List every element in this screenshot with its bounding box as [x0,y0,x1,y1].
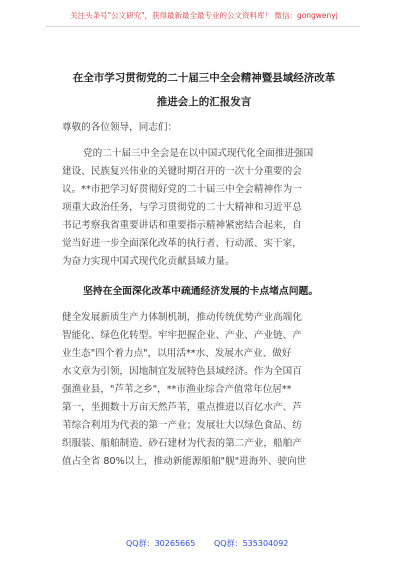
footer [0,538,408,550]
salutation: 尊敬的各位领导，同志们： [62,122,178,133]
footer-qq-group-1: QQ群：30265665 [126,539,196,548]
paragraph-1-line: 为奋力实现中国式现代化贡献县域力量。 [62,256,235,267]
footer-qq-group-2: QQ群：535304092 [214,539,289,548]
header-divider [46,26,360,27]
paragraph-2-line: 织服装、船舶制造、砂石建材为代表的第二产业，船舶产 [62,438,302,449]
paragraph-1-line: 建设、民族复兴伟业的关键时期召开的一次十分重要的会 [62,166,302,177]
paragraph-1-line: 书记考察我省重要讲话和重要指示精神紧密结合起来，自 [62,220,302,231]
paragraph-2-line: 值占全省 80%以上，推动新能源船舶"舰"进海外、驶向世 [62,456,307,467]
paragraph-1-line: 议。**市把学习好贯彻好党的二十届三中全会精神作为一 [62,184,302,195]
paragraph-2-line: 业生态"四个着力点"，以用活**水、发展水产业、做好 [62,348,292,359]
document-title-line-1: 在全市学习贯彻党的二十届三中全会精神暨县域经济改革 [72,72,336,84]
section-heading: 坚持在全面深化改革中疏通经济发展的卡点堵点问题。 [83,286,319,297]
paragraph-2-line: 第一，坐拥数十万亩天然芦苇，重点推进以百亿水产、芦 [62,402,302,413]
header-promo-text: 关注头条号"公文研究"，获得最新最全最专业的公文资料库！ 微信：gongwenyj [70,11,338,20]
paragraph-2-line: 水文章为引领，因地制宜发展特色县域经济。作为全国百 [62,366,302,377]
paragraph-2-line: 智能化、绿色化转型。牢牢把握企业、产业、产业链、产 [62,330,302,341]
paragraph-1-line: 党的二十届三中全会是在以中国式现代化全面推进强国 [83,148,314,159]
paragraph-1-line: 觉当好进一步全面深化改革的执行者、行动派、实干家， [62,238,302,249]
paragraph-2-line: 强渔业县，"芦苇之乡"，**市渔业综合产值常年位居** [62,384,292,395]
paragraph-1-line: 项重大政治任务，与学习贯彻党的二十大精神和习近平总 [62,202,302,213]
paragraph-2-line: 苇综合利用为代表的第一产业；发展壮大以绿色食品、纺 [62,420,302,431]
document-title-line-2: 推进会上的汇报发言 [156,96,252,108]
paragraph-2-line: 健全发展新质生产力体制机制，推动传统优势产业高端化 [62,312,302,323]
